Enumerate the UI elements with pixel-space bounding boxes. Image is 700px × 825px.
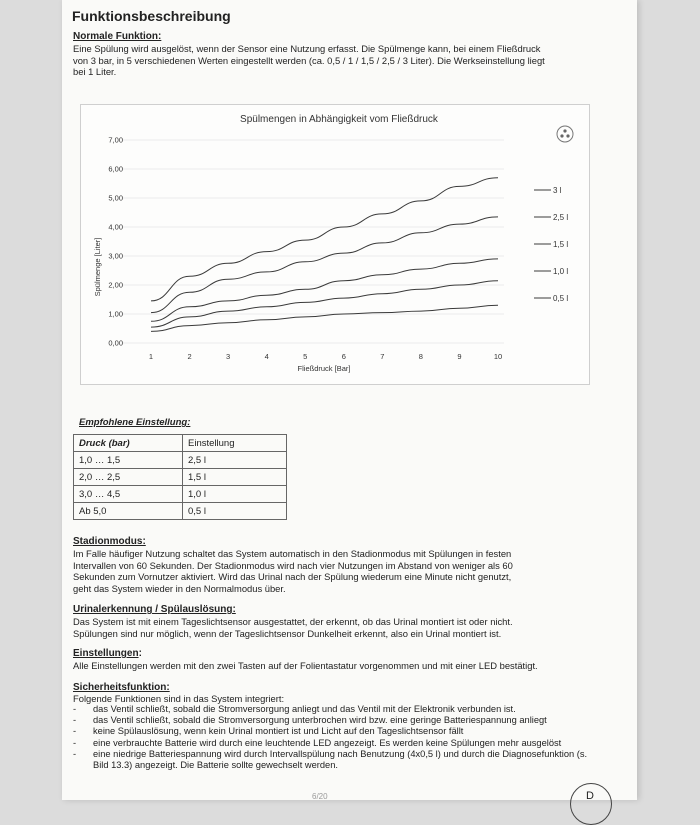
- stadion-line: Im Falle häufiger Nutzung schaltet das System automatisch in den Stadionmodus mit Spülungen in festen: [73, 548, 512, 559]
- chart-grid: [121, 140, 504, 343]
- page-title: Funktionsbeschreibung: [72, 8, 231, 24]
- series-line-1: [151, 178, 498, 301]
- normal-line: von 3 bar, in 5 verschiedenen Werten eingestellt werden (ca. 0,5 / 1 / 1,5 / 2,5 / 3 Liter). Die Werkseinstellung liegt: [73, 54, 545, 66]
- settings-heading-colon: :: [138, 648, 142, 659]
- legend-label: 3 l: [553, 186, 562, 195]
- x-axis-label: Fließdruck [Bar]: [297, 364, 351, 373]
- chart-title: Spülmengen in Abhängigkeit vom Fließdruck: [240, 114, 438, 125]
- setting-cell: 1,0 l: [183, 486, 287, 503]
- stadium-mode-heading: Stadionmodus:: [73, 536, 146, 547]
- urinal-line: Spülungen sind nur möglich, wenn der Tageslichtsensor Dunkelheit erkennt, also ein Urinal montiert ist.: [73, 627, 502, 639]
- column-header: Druck (bar): [74, 435, 183, 452]
- list-item: - das Ventil schließt, sobald die Stromversorgung unterbrochen wird bzw. eine geringe Batteriespannung anliegt: [73, 715, 593, 726]
- normal-line: bei 1 Liter.: [73, 66, 117, 78]
- settings-line: Alle Einstellungen werden mit den zwei Tasten auf der Folientastatur vorgenommen und mit einer LED bestätigt.: [73, 660, 538, 671]
- x-tick-label: 8: [418, 352, 423, 361]
- settings-heading-text: Einstellungen: [73, 648, 139, 659]
- stadion-line: geht das System wieder in den Normalmodus über.: [73, 582, 286, 594]
- settings-heading: [73, 648, 142, 659]
- recommended-settings-table: [73, 434, 287, 520]
- stadion-line: Intervallen von 60 Sekunden. Der Stadionmodus wird nach vier Nutzungen im Abstand von weniger als 60: [73, 559, 513, 571]
- y-tick-label: 7,00: [108, 135, 123, 145]
- stadion-line: Sekunden zum Vornutzer aktiviert. Wird das Urinal nach der Spülung wiederum eine Minute nicht genutzt,: [73, 571, 512, 583]
- chart-legend: [534, 186, 568, 303]
- safety-function-heading: Sicherheitsfunktion:: [73, 682, 170, 693]
- legend-label: 1,5 l: [553, 240, 569, 249]
- flush-volume-chart: [81, 105, 589, 384]
- series-line-5: [151, 305, 498, 331]
- setting-cell: 2,5 l: [183, 452, 287, 469]
- x-tick-label: 5: [303, 352, 308, 361]
- y-tick-label: 3,00: [108, 251, 123, 261]
- pressure-cell: 2,0 … 2,5: [74, 469, 183, 486]
- table-row: [74, 503, 287, 520]
- y-tick-label: 6,00: [108, 164, 123, 174]
- x-axis-ticks: [149, 352, 502, 361]
- normal-line: Eine Spülung wird ausgelöst, wenn der Sensor eine Nutzung erfasst. Die Spülmenge kann, bei einem Fließdruck: [73, 43, 541, 54]
- x-tick-label: 6: [341, 352, 346, 361]
- x-tick-label: 1: [148, 352, 154, 361]
- pressure-cell: Ab 5,0: [74, 503, 183, 520]
- y-tick-label: 4,00: [108, 222, 123, 232]
- table-row: [74, 486, 287, 503]
- list-item: - das Ventil schließt, sobald die Stromversorgung anliegt und das Ventil mit der Elektronik verbunden ist.: [73, 704, 593, 715]
- setting-cell: 1,5 l: [183, 469, 287, 486]
- language-letter: D: [586, 790, 594, 802]
- y-tick-label: 2,00: [108, 280, 123, 290]
- table-header-row: [74, 435, 287, 452]
- x-tick-label: 3: [226, 352, 231, 361]
- y-tick-label: 1,00: [108, 309, 123, 319]
- urinal-detection-text: [73, 616, 593, 639]
- setting-cell: 0,5 l: [183, 503, 287, 520]
- list-item: - eine niedrige Batteriespannung wird durch Intervallspülung nach Benutzung (4x0,5 l) und durch die Diagnosefunktion (s. Bild 13.3) angezeigt. Die Batterie sollte gewechselt werden.: [73, 749, 593, 771]
- urinal-line: Das System ist mit einem Tageslichtsensor ausgestattet, der erkennt, ob das Urinal montiert ist oder nicht.: [73, 616, 513, 627]
- normal-function-heading: Normale Funktion:: [73, 31, 162, 42]
- table-row: [74, 452, 287, 469]
- page-number: 6/20: [312, 792, 328, 801]
- stadium-mode-text: [73, 548, 593, 594]
- x-tick-label: 2: [187, 352, 192, 361]
- chart-lines: [151, 178, 498, 332]
- y-tick-label: 5,00: [108, 193, 123, 203]
- settings-text: [73, 660, 593, 672]
- series-line-3: [151, 259, 498, 321]
- safety-intro: Folgende Funktionen sind in das System integriert:: [73, 693, 285, 704]
- legend-label: 1,0 l: [553, 267, 569, 276]
- table-row: [74, 469, 287, 486]
- series-line-4: [151, 281, 498, 327]
- safety-list: [73, 704, 593, 771]
- y-tick-label: 0,00: [108, 338, 123, 348]
- water-drops-icon: [557, 126, 573, 142]
- x-tick-label: 4: [264, 352, 269, 361]
- column-header: Einstellung: [183, 435, 287, 452]
- list-item: - keine Spülauslösung, wenn kein Urinal montiert ist und Licht auf den Tageslichtsensor fällt: [73, 726, 593, 737]
- urinal-detection-heading: Urinalerkennung / Spülauslösung:: [73, 604, 236, 615]
- pressure-cell: 1,0 … 1,5: [74, 452, 183, 469]
- x-tick-label: 10: [493, 352, 503, 361]
- recommended-settings-heading: Empfohlene Einstellung:: [79, 417, 191, 428]
- list-item: - eine verbrauchte Batterie wird durch eine leuchtende LED angezeigt. Es werden keine Spülungen mehr ausgelöst: [73, 738, 593, 749]
- legend-label: 2,5 l: [553, 213, 569, 222]
- pressure-cell: 3,0 … 4,5: [74, 486, 183, 503]
- normal-function-text: [73, 43, 593, 78]
- y-axis-ticks: [108, 136, 123, 348]
- y-axis-label: Spülmenge [Liter]: [93, 237, 102, 297]
- x-tick-label: 7: [380, 352, 385, 361]
- x-tick-label: 9: [457, 352, 462, 361]
- legend-label: 0,5 l: [553, 294, 569, 303]
- chart-container: [80, 104, 590, 385]
